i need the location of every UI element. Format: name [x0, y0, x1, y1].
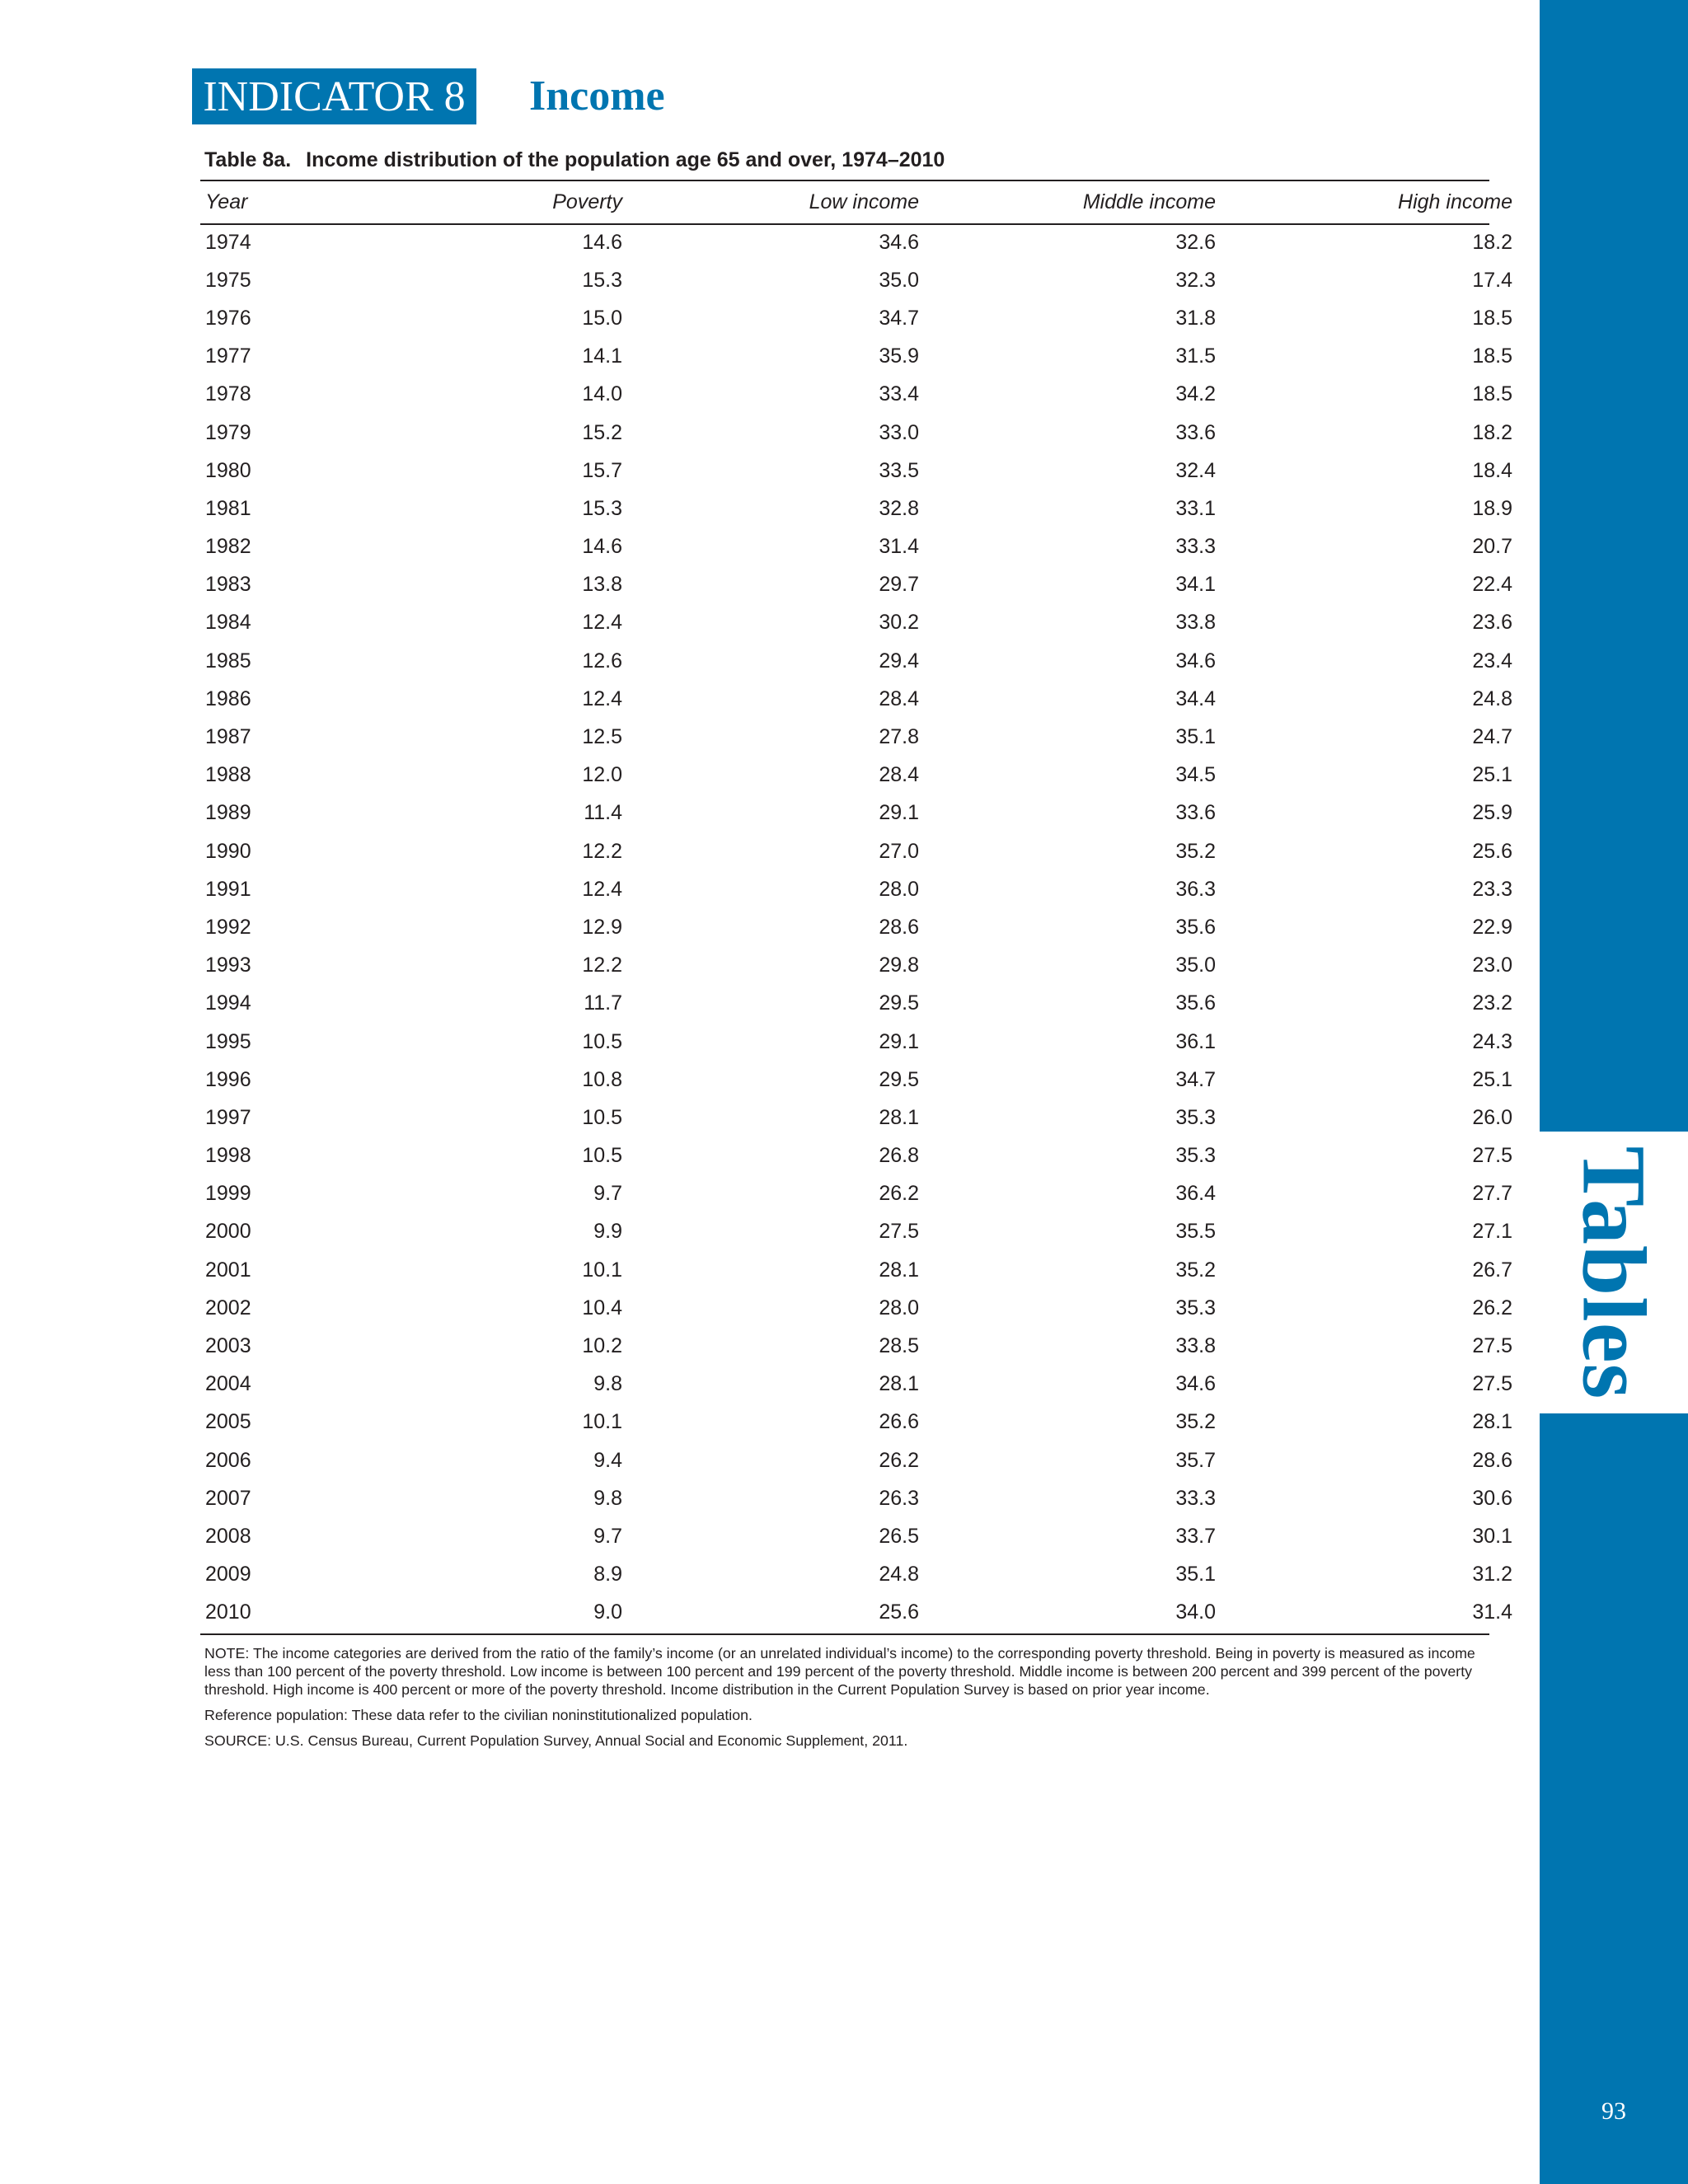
cell-year: 2002 — [205, 1296, 251, 1319]
table-row — [200, 794, 1517, 832]
table-row — [200, 452, 1517, 490]
cell-middle-income: 33.7 — [1175, 1524, 1216, 1548]
cell-year: 2008 — [205, 1524, 251, 1548]
cell-middle-income: 33.6 — [1175, 801, 1216, 825]
sidebar-section-label: Tables — [1564, 1146, 1665, 1399]
cell-year: 1996 — [205, 1067, 251, 1091]
cell-middle-income: 33.8 — [1175, 611, 1216, 635]
cell-poverty: 15.0 — [582, 306, 622, 330]
cell-year: 2003 — [205, 1334, 251, 1358]
cell-middle-income: 36.1 — [1175, 1029, 1216, 1053]
source-text: SOURCE: U.S. Census Bureau, Current Population Survey, Annual Social and Economic Supplement, 2011. — [204, 1732, 908, 1749]
cell-poverty: 10.1 — [582, 1258, 622, 1282]
cell-high-income: 27.5 — [1472, 1372, 1512, 1396]
sidebar-section-tab — [1540, 1132, 1688, 1413]
cell-high-income: 27.7 — [1472, 1182, 1512, 1206]
cell-poverty: 11.4 — [584, 801, 622, 825]
cell-low-income: 28.4 — [879, 687, 919, 710]
table-row — [200, 1479, 1517, 1517]
cell-year: 1986 — [205, 687, 251, 710]
cell-low-income: 28.0 — [879, 877, 919, 901]
cell-high-income: 18.5 — [1472, 306, 1512, 330]
cell-low-income: 29.4 — [879, 649, 919, 673]
table-row — [200, 680, 1517, 718]
cell-poverty: 9.7 — [593, 1182, 622, 1206]
cell-poverty: 13.8 — [582, 573, 622, 597]
cell-year: 1991 — [205, 877, 251, 901]
column-header-high-income: High income — [1398, 190, 1512, 213]
cell-year: 2006 — [205, 1448, 251, 1472]
cell-low-income: 35.9 — [879, 344, 919, 368]
cell-year: 2000 — [205, 1220, 251, 1244]
cell-year: 1997 — [205, 1105, 251, 1129]
cell-high-income: 22.4 — [1472, 573, 1512, 597]
cell-high-income: 18.4 — [1472, 458, 1512, 482]
cell-year: 1992 — [205, 915, 251, 939]
cell-low-income: 33.4 — [879, 382, 919, 406]
cell-high-income: 24.7 — [1472, 725, 1512, 749]
table-row — [200, 1289, 1517, 1327]
table-row — [200, 1023, 1517, 1061]
cell-poverty: 8.9 — [593, 1563, 622, 1586]
column-header-middle-income: Middle income — [1082, 190, 1216, 213]
cell-year: 2004 — [205, 1372, 251, 1396]
cell-low-income: 28.6 — [879, 915, 919, 939]
cell-year: 1977 — [205, 344, 251, 368]
page-number: 93 — [1601, 2097, 1626, 2125]
cell-high-income: 18.9 — [1472, 496, 1512, 520]
cell-high-income: 26.7 — [1472, 1258, 1512, 1282]
cell-middle-income: 35.3 — [1175, 1296, 1216, 1319]
cell-middle-income: 33.6 — [1175, 420, 1216, 444]
table-row — [200, 1175, 1517, 1213]
indicator-badge — [192, 68, 476, 124]
cell-poverty: 9.0 — [593, 1601, 622, 1624]
cell-high-income: 23.4 — [1472, 649, 1512, 673]
table-row — [200, 414, 1517, 452]
cell-middle-income: 35.2 — [1175, 1258, 1216, 1282]
cell-middle-income: 35.3 — [1175, 1144, 1216, 1168]
cell-middle-income: 36.4 — [1175, 1182, 1216, 1206]
cell-middle-income: 35.6 — [1175, 991, 1216, 1015]
cell-low-income: 29.7 — [879, 573, 919, 597]
cell-high-income: 23.2 — [1472, 991, 1512, 1015]
table-row — [200, 1061, 1517, 1099]
cell-poverty: 9.4 — [593, 1448, 622, 1472]
cell-poverty: 12.2 — [582, 839, 622, 863]
cell-low-income: 33.5 — [879, 458, 919, 482]
table-row — [200, 1517, 1517, 1555]
table-title: Income distribution of the population age 65 and over, 1974–2010 — [306, 148, 945, 171]
cell-low-income: 27.5 — [879, 1220, 919, 1244]
cell-year: 1987 — [205, 725, 251, 749]
cell-middle-income: 34.6 — [1175, 649, 1216, 673]
cell-low-income: 26.8 — [879, 1144, 919, 1168]
table-row — [200, 1556, 1517, 1594]
cell-poverty: 15.2 — [582, 420, 622, 444]
cell-middle-income: 32.6 — [1175, 230, 1216, 254]
cell-poverty: 14.0 — [582, 382, 622, 406]
table-body — [200, 223, 1517, 1632]
cell-middle-income: 35.5 — [1175, 1220, 1216, 1244]
cell-high-income: 20.7 — [1472, 535, 1512, 559]
cell-low-income: 26.5 — [879, 1524, 919, 1548]
cell-low-income: 27.8 — [879, 725, 919, 749]
cell-year: 1993 — [205, 954, 251, 977]
cell-poverty: 9.9 — [593, 1220, 622, 1244]
cell-high-income: 30.6 — [1472, 1486, 1512, 1510]
cell-year: 1998 — [205, 1144, 251, 1168]
cell-low-income: 28.4 — [879, 763, 919, 787]
cell-poverty: 10.5 — [582, 1105, 622, 1129]
cell-middle-income: 34.6 — [1175, 1372, 1216, 1396]
cell-poverty: 12.9 — [582, 915, 622, 939]
cell-poverty: 14.6 — [582, 230, 622, 254]
cell-high-income: 27.5 — [1472, 1334, 1512, 1358]
cell-year: 1999 — [205, 1182, 251, 1206]
cell-high-income: 25.1 — [1472, 763, 1512, 787]
cell-low-income: 28.0 — [879, 1296, 919, 1319]
cell-year: 1983 — [205, 573, 251, 597]
cell-high-income: 23.0 — [1472, 954, 1512, 977]
table-bottom-rule — [200, 1633, 1489, 1635]
cell-poverty: 12.4 — [582, 877, 622, 901]
cell-year: 1980 — [205, 458, 251, 482]
cell-poverty: 10.4 — [582, 1296, 622, 1319]
cell-middle-income: 34.7 — [1175, 1067, 1216, 1091]
cell-poverty: 10.5 — [582, 1144, 622, 1168]
table-row — [200, 1099, 1517, 1137]
cell-year: 1974 — [205, 230, 251, 254]
indicator-label: INDICATOR 8 — [203, 73, 466, 120]
cell-poverty: 12.4 — [582, 687, 622, 710]
cell-middle-income: 33.3 — [1175, 1486, 1216, 1510]
cell-year: 1989 — [205, 801, 251, 825]
cell-high-income: 23.6 — [1472, 611, 1512, 635]
cell-poverty: 15.3 — [582, 268, 622, 292]
cell-poverty: 9.8 — [593, 1372, 622, 1396]
cell-poverty: 11.7 — [584, 991, 622, 1015]
cell-middle-income: 35.7 — [1175, 1448, 1216, 1472]
cell-year: 1975 — [205, 268, 251, 292]
cell-high-income: 25.9 — [1472, 801, 1512, 825]
cell-poverty: 12.4 — [582, 611, 622, 635]
table-row — [200, 223, 1517, 261]
cell-low-income: 29.1 — [879, 1029, 919, 1053]
cell-year: 1985 — [205, 649, 251, 673]
cell-middle-income: 34.5 — [1175, 763, 1216, 787]
cell-poverty: 9.8 — [593, 1486, 622, 1510]
cell-poverty: 14.6 — [582, 535, 622, 559]
cell-high-income: 28.1 — [1472, 1410, 1512, 1434]
table-row — [200, 528, 1517, 566]
cell-year: 1990 — [205, 839, 251, 863]
table-row — [200, 1213, 1517, 1251]
cell-year: 2007 — [205, 1486, 251, 1510]
cell-poverty: 12.5 — [582, 725, 622, 749]
table-row — [200, 338, 1517, 376]
cell-high-income: 25.6 — [1472, 839, 1512, 863]
cell-low-income: 26.6 — [879, 1410, 919, 1434]
table-row — [200, 1594, 1517, 1632]
cell-year: 2009 — [205, 1563, 251, 1586]
cell-middle-income: 35.2 — [1175, 839, 1216, 863]
cell-poverty: 12.6 — [582, 649, 622, 673]
cell-middle-income: 34.2 — [1175, 382, 1216, 406]
cell-year: 2010 — [205, 1601, 251, 1624]
table-row — [200, 757, 1517, 794]
column-header-year: Year — [205, 190, 248, 213]
cell-poverty: 10.8 — [582, 1067, 622, 1091]
table-caption — [204, 148, 945, 172]
cell-middle-income: 33.8 — [1175, 1334, 1216, 1358]
table-row — [200, 299, 1517, 337]
cell-year: 1984 — [205, 611, 251, 635]
cell-year: 1982 — [205, 535, 251, 559]
cell-low-income: 31.4 — [879, 535, 919, 559]
cell-poverty: 15.3 — [582, 496, 622, 520]
cell-low-income: 34.6 — [879, 230, 919, 254]
cell-middle-income: 34.1 — [1175, 573, 1216, 597]
table-notes — [204, 1644, 1486, 1757]
cell-middle-income: 35.0 — [1175, 954, 1216, 977]
cell-high-income: 18.2 — [1472, 420, 1512, 444]
cell-poverty: 10.1 — [582, 1410, 622, 1434]
cell-low-income: 35.0 — [879, 268, 919, 292]
cell-low-income: 28.5 — [879, 1334, 919, 1358]
cell-middle-income: 34.4 — [1175, 687, 1216, 710]
cell-year: 1978 — [205, 382, 251, 406]
cell-high-income: 27.5 — [1472, 1144, 1512, 1168]
cell-middle-income: 31.8 — [1175, 306, 1216, 330]
table-row — [200, 1441, 1517, 1479]
cell-middle-income: 35.3 — [1175, 1105, 1216, 1129]
cell-middle-income: 32.3 — [1175, 268, 1216, 292]
table-row — [200, 642, 1517, 680]
cell-middle-income: 35.1 — [1175, 725, 1216, 749]
cell-low-income: 29.5 — [879, 1067, 919, 1091]
page-title: Income — [529, 73, 665, 120]
cell-low-income: 28.1 — [879, 1105, 919, 1129]
cell-middle-income: 35.1 — [1175, 1563, 1216, 1586]
table-row — [200, 870, 1517, 908]
table-header-row — [200, 181, 1517, 223]
cell-high-income: 25.1 — [1472, 1067, 1512, 1091]
cell-high-income: 18.5 — [1472, 382, 1512, 406]
cell-poverty: 10.5 — [582, 1029, 622, 1053]
table-row — [200, 1327, 1517, 1365]
cell-middle-income: 33.3 — [1175, 535, 1216, 559]
cell-poverty: 10.2 — [582, 1334, 622, 1358]
cell-poverty: 15.7 — [582, 458, 622, 482]
cell-low-income: 29.5 — [879, 991, 919, 1015]
cell-low-income: 32.8 — [879, 496, 919, 520]
cell-low-income: 29.1 — [879, 801, 919, 825]
cell-year: 1995 — [205, 1029, 251, 1053]
column-header-poverty: Poverty — [552, 190, 622, 213]
cell-year: 1988 — [205, 763, 251, 787]
cell-low-income: 34.7 — [879, 306, 919, 330]
table-row — [200, 1251, 1517, 1289]
table-row — [200, 718, 1517, 756]
cell-year: 1979 — [205, 420, 251, 444]
sidebar-band — [1540, 0, 1688, 2184]
cell-year: 1994 — [205, 991, 251, 1015]
table-row — [200, 985, 1517, 1023]
cell-middle-income: 36.3 — [1175, 877, 1216, 901]
cell-low-income: 30.2 — [879, 611, 919, 635]
cell-high-income: 24.8 — [1472, 687, 1512, 710]
table-row — [200, 490, 1517, 527]
cell-low-income: 28.1 — [879, 1258, 919, 1282]
cell-poverty: 12.2 — [582, 954, 622, 977]
cell-poverty: 9.7 — [593, 1524, 622, 1548]
cell-low-income: 26.2 — [879, 1182, 919, 1206]
reference-population-text: Reference population: These data refer to the civilian noninstitutionalized population. — [204, 1707, 753, 1723]
cell-high-income: 24.3 — [1472, 1029, 1512, 1053]
cell-low-income: 33.0 — [879, 420, 919, 444]
cell-year: 2005 — [205, 1410, 251, 1434]
cell-low-income: 24.8 — [879, 1563, 919, 1586]
cell-middle-income: 32.4 — [1175, 458, 1216, 482]
cell-low-income: 27.0 — [879, 839, 919, 863]
cell-high-income: 27.1 — [1472, 1220, 1512, 1244]
cell-high-income: 18.2 — [1472, 230, 1512, 254]
table-row — [200, 376, 1517, 414]
table-row — [200, 261, 1517, 299]
cell-high-income: 22.9 — [1472, 915, 1512, 939]
cell-low-income: 28.1 — [879, 1372, 919, 1396]
note-text: NOTE: The income categories are derived from the ratio of the family’s income (or an unrelated individual’s income) to the corresponding poverty threshold. Being in poverty is measured as income less than 100 percent of the poverty threshold. Low income is between 100 percent and 199 percent of the poverty threshold. Middle income is between 200 percent and 399 percent of the poverty threshold. High income is 400 percent or more of the poverty threshold. Income distribution in the Current Population Survey is based on prior year income. — [204, 1645, 1475, 1698]
table-row — [200, 604, 1517, 642]
cell-high-income: 31.2 — [1472, 1563, 1512, 1586]
cell-middle-income: 35.6 — [1175, 915, 1216, 939]
cell-high-income: 18.5 — [1472, 344, 1512, 368]
cell-middle-income: 31.5 — [1175, 344, 1216, 368]
table-row — [200, 566, 1517, 604]
cell-poverty: 12.0 — [582, 763, 622, 787]
column-header-low-income: Low income — [809, 190, 919, 213]
cell-poverty: 14.1 — [582, 344, 622, 368]
cell-low-income: 25.6 — [879, 1601, 919, 1624]
cell-year: 1981 — [205, 496, 251, 520]
table-row — [200, 832, 1517, 870]
table-row — [200, 908, 1517, 946]
table-number: Table 8a. — [204, 148, 292, 171]
cell-high-income: 23.3 — [1472, 877, 1512, 901]
cell-high-income: 26.0 — [1472, 1105, 1512, 1129]
cell-year: 1976 — [205, 306, 251, 330]
cell-high-income: 30.1 — [1472, 1524, 1512, 1548]
cell-middle-income: 33.1 — [1175, 496, 1216, 520]
cell-high-income: 17.4 — [1472, 268, 1512, 292]
table-row — [200, 1404, 1517, 1441]
cell-high-income: 28.6 — [1472, 1448, 1512, 1472]
cell-year: 2001 — [205, 1258, 251, 1282]
cell-high-income: 26.2 — [1472, 1296, 1512, 1319]
income-distribution-table — [200, 181, 1517, 1632]
table-row — [200, 1137, 1517, 1175]
cell-high-income: 31.4 — [1472, 1601, 1512, 1624]
table-row — [200, 947, 1517, 985]
cell-middle-income: 35.2 — [1175, 1410, 1216, 1434]
cell-low-income: 26.3 — [879, 1486, 919, 1510]
cell-middle-income: 34.0 — [1175, 1601, 1216, 1624]
cell-low-income: 26.2 — [879, 1448, 919, 1472]
table-row — [200, 1366, 1517, 1404]
cell-low-income: 29.8 — [879, 954, 919, 977]
